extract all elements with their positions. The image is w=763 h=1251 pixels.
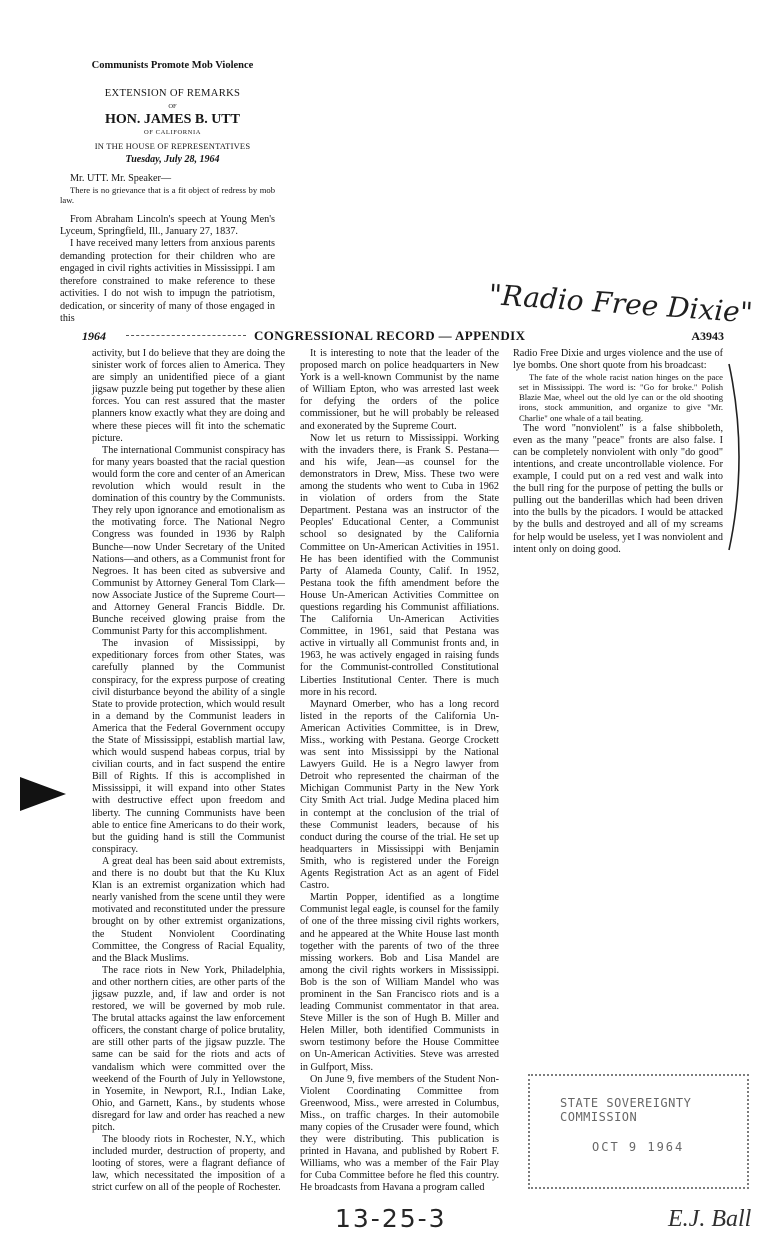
header-dotted-line xyxy=(126,335,246,336)
intro-paragraph: I have received many letters from anxious parents demanding protection for their children who are engaged in civil rights activities in Mississippi. I am therefore constrained to make reference to these activities. I do not wish to impugn the patriotism, dedication, or sincerity of many of those engaged in this xyxy=(60,238,275,324)
paragraph: activity, but I do believe that they are doing the sinister work of forces alien to America. They are simply an unidentified piece of a giant jigsaw puzzle being put together by these alien forces. You can rest assured that the master planners know exactly what they are doing and where these pieces will fit into the schematic picture. xyxy=(92,348,285,444)
column-1 xyxy=(92,348,285,1195)
speaker-opening: Mr. UTT. Mr. Speaker— xyxy=(70,172,172,184)
stamp-date: OCT 9 1964 xyxy=(592,1140,685,1154)
handwritten-initials: E.J. Ball xyxy=(668,1206,752,1232)
extension-of-remarks: EXTENSION OF REMARKS xyxy=(104,88,241,100)
arrow-marker-icon xyxy=(20,777,66,811)
broadcast-quote: The fate of the whole racist nation hinges on the pace set in Mississippi. The word is: "Go for broke." Polish Blazie Mae, wheel out the old lye can or the old shooting irons, stock ammunition, and organize to give "Mr. Charlie" one whale of a tail beating. xyxy=(519,372,723,423)
article-topic: Communists Promote Mob Violence xyxy=(91,60,254,71)
paragraph: Radio Free Dixie and urges violence and the use of lye bombs. One short quote from his broadcast: xyxy=(513,348,723,372)
header-year: 1964 xyxy=(82,329,106,343)
paragraph: Maynard Omerber, who has a long record listed in the reports of the California Un-American Activities Committee, is in Drew, Miss., working with Pestana. George Crockett was sent into Mississippi by the National Lawyers Guild. He is a Negro lawyer from Detroit who represented the chairman of the Michigan Communist Party in the New York City Smith Act trial. Judge Medina placed him in contempt at the conclusion of the trial of these Communist leaders, because of his conduct during the course of the trial. He set up headquarters in Mississippi with Benjamin Smith, who is registered under the Foreign Agents Registration Act as an agent of Fidel Castro. xyxy=(300,698,499,892)
paragraph: The word "nonviolent" is a false shibboleth, even as the many "peace" fronts are also false. I can be completely nonviolent with only "do good" intentions, and create uncontrollable violence. For example, I could put on a red vest and walk into the bull ring for the purpose of petting the bulls or pulling out the banderillas which had been driven into the bulls by the picadors. I would be attacked by the bulls and destroyed and all of my screams for help would be useless, yet I was nonviolent and intent only on doing good. xyxy=(513,422,723,555)
page-number: A3943 xyxy=(691,329,724,343)
paragraph: The bloody riots in Rochester, N.Y., which included murder, destruction of property, and looting of stores, were a flagrant defiance of law, which necessitated the imposition of a strict curfew on all of the people of Rochester. xyxy=(92,1134,285,1194)
received-stamp xyxy=(528,1074,749,1189)
house-label: IN THE HOUSE OF REPRESENTATIVES xyxy=(94,141,251,152)
of-label: OF xyxy=(168,102,177,110)
paragraph: Now let us return to Mississippi. Working with the invaders there, is Frank S. Pestana—and his wife, Jean—as counsel for the demonstrators in Drew, Miss. These two were among the students who went to Cuba in 1962 in violation of orders from the State Department. Pestana was an instructor of the Peoples' Educational Center, a Communist school so designated by the California Committee on Un-American Activities in 1951. He has been identified with the Communist Party of Alameda County, Calif. In 1952, Pestana took the fifth amendment before the House Un-American Activities Committee on questions regarding his Communist affiliations. The California Un-American Activities Committee, in 1961, said that Pestana was active in virtually all Communist fronts and, in 1963, he was actively engaged in raising funds for the Communist-controlled Constitutional Liberties Institutional Center. There is much more in his record. xyxy=(300,432,499,698)
paragraph: Martin Popper, identified as a longtime Communist legal eagle, is counsel for the family of one of the three missing civil rights workers, and he appeared at the White House last month together with the parents of two of the three missing workers. Bob and Lisa Mandel are among the civil rights workers in Mississippi. Bob is the son of William Mandel who was prominent in the San Francisco riots and is a leading Communist commentator in that area. Steve Miller is the son of Hugh B. Miller and Helen Miller, both identified Communists in sworn testimony before the House Committee on Un-American Activities. Steve was arrested in Gulfport, Miss. xyxy=(300,892,499,1073)
lincoln-quote: There is no grievance that is a fit object of redress by mob law. xyxy=(60,185,275,206)
speaker-name: HON. JAMES B. UTT xyxy=(105,112,240,128)
paragraph: The race riots in New York, Philadelphia, and other northern cities, are other parts of the jigsaw puzzle, and, if law and order is not restored, we will be governed by mob rule. The brutal attacks against the law enforcement officers, the constant charge of police brutality, are still other parts of the jigsaw puzzle. The same can be said for the riots and acts of vandalism which were committed over the weekend of the Fourth of July in Yellowstone, in Yosemite, in Newport, R.I., Indian Lake, Ohio, and Garnett, Kans., by students whose disregard for law and order has reached a new pitch. xyxy=(92,964,285,1133)
intro-section xyxy=(60,60,275,325)
quote-attribution: From Abraham Lincoln's speech at Young Men's Lyceum, Springfield, Ill., January 27, 1837. xyxy=(60,213,275,238)
paragraph: A great deal has been said about extremists, and there is no doubt but that the Ku Klux Klan is an extremist organization which had nearly vanished from the scene until they were motivated and reconstituted under the pressure brought on by other extremist organizations, the Student Nonviolent Coordinating Committee, the Congress of Racial Equality, and the Black Muslims. xyxy=(92,855,285,964)
paragraph: The invasion of Mississippi, by expeditionary forces from other States, was carefully planned by the Communist conspiracy, for the express purpose of creating civil disturbance beyond the ability of a single State to provide protection, which would result in a demand by the Communist leaders in America that the Federal Government occupy the State of Mississippi, establish martial law, which would suspend habeas corpus, trial by civilian courts, and in fact suspend the entire Bill of Rights. If this is accomplished in Mississippi, it will expand into other States with destructive effect upon freedom and liberty. The cunning Communists have been able to entice fine Americans to do their work, but the guiding hand is still the Communist conspiracy. xyxy=(92,638,285,855)
speech-date: Tuesday, July 28, 1964 xyxy=(125,154,220,166)
speaker-state: OF CALIFORNIA xyxy=(143,128,202,136)
page-header xyxy=(82,328,724,344)
column-3 xyxy=(513,348,723,556)
paragraph: It is interesting to note that the leader of the proposed march on police headquarters in New York is a well-known Communist by the name of William Epton, who was arrested last week for defying the orders of the police commissioner, but he will probably be released and exonerated by the Supreme Court. xyxy=(300,348,499,432)
publication-title: CONGRESSIONAL RECORD — APPENDIX xyxy=(254,328,526,343)
paragraph: The international Communist conspiracy has for many years boasted that the racial question would form the core and center of an American revolution which would result in the domination of this country by the Communists. They rely upon ignorance and emotionalism as the motivating force. The National Negro Congress was founded in 1936 by Ralph Bunche—now Under Secretary of the United Nations—and others, as a Communist front for Negroes. It has been cited as subversive and Communist by Attorney General Tom Clark—now Associate Justice of the Supreme Court—and Attorney General Francis Biddle. Dr. Bunche received glowing praise from the Communist Party for this accomplishment. xyxy=(92,444,285,638)
handwritten-file-number: 13-25-3 xyxy=(335,1204,447,1233)
handwritten-title: "Radio Free Dixie" xyxy=(487,278,754,330)
paragraph: On June 9, five members of the Student Non-Violent Coordinating Committee from Greenwood, Miss., were arrested in Columbus, Miss., on traffic charges. In their automobile many copies of the Crusader were found, which they were distributing. This publication is printed in Havana, and published by Robert F. Williams, who was a member of the Fair Play for Cuba Committee before he fled this country. He broadcasts from Havana a program called xyxy=(300,1073,499,1194)
stamp-agency: STATE SOVEREIGNTY COMMISSION xyxy=(560,1096,692,1124)
column-2 xyxy=(300,348,499,1195)
margin-bracket-mark xyxy=(727,362,753,552)
